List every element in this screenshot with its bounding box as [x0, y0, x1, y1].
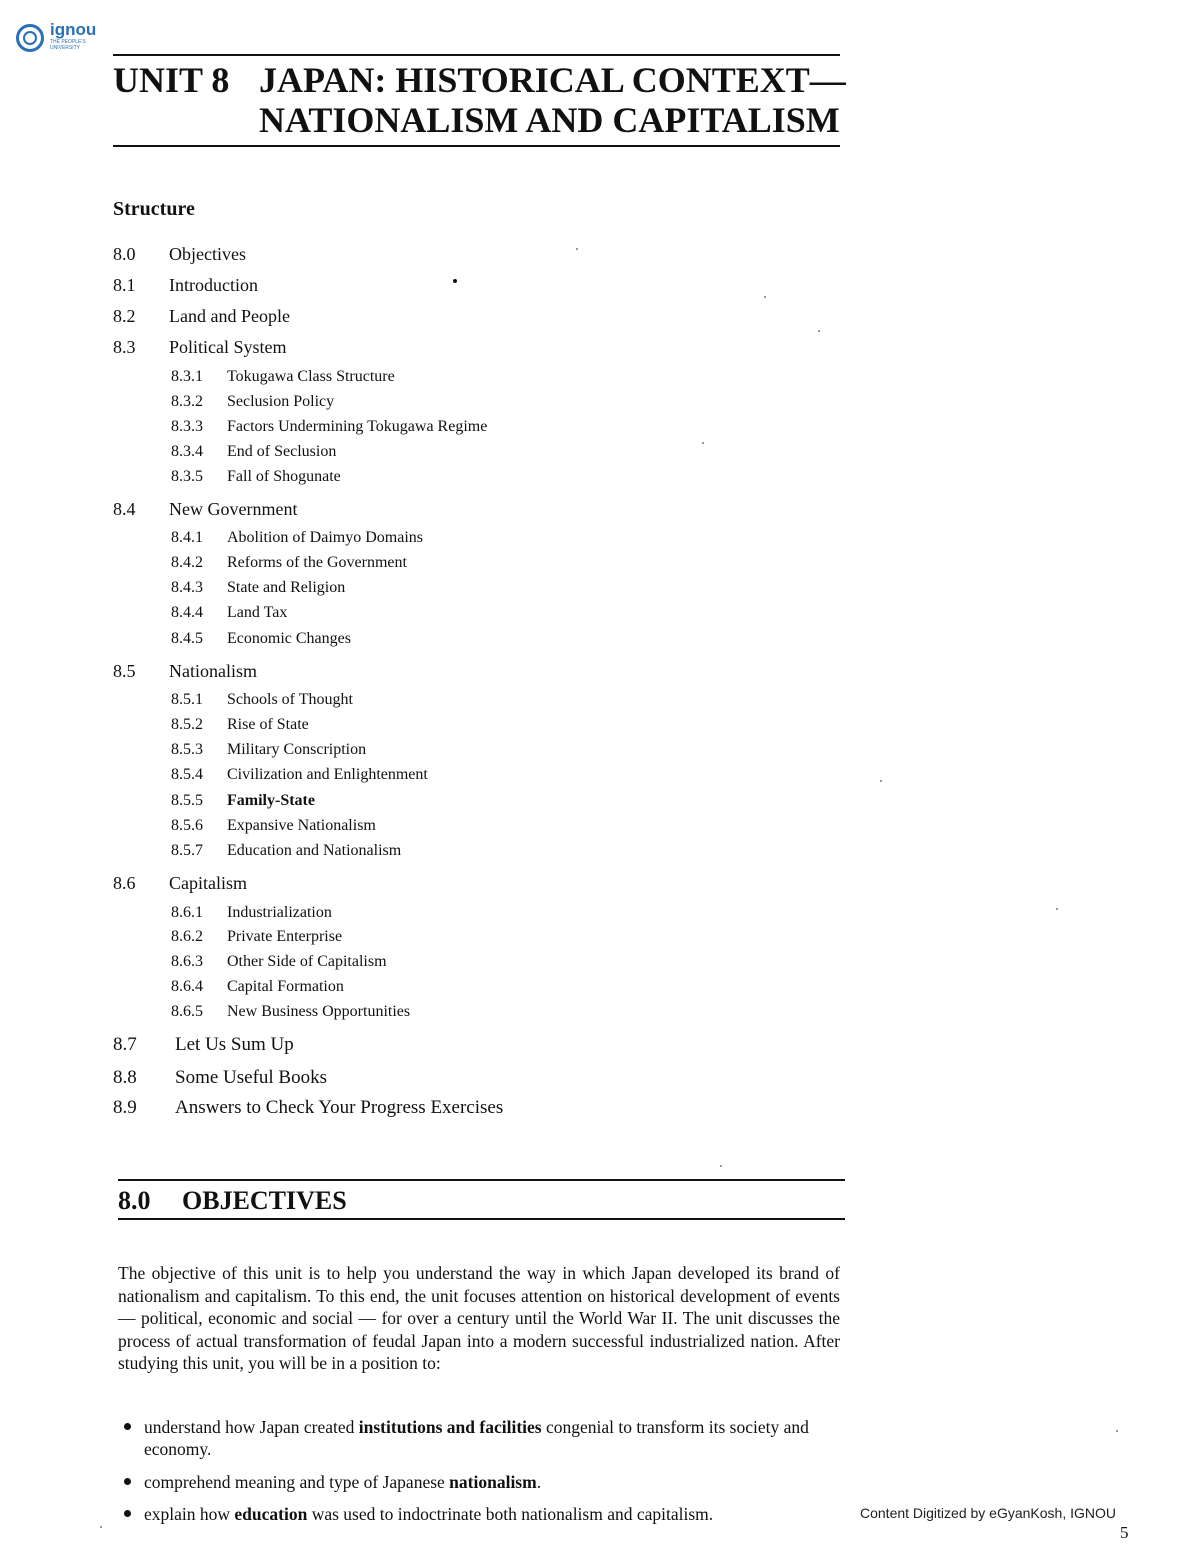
toc-item-title: Factors Undermining Tokugawa Regime	[227, 418, 488, 435]
toc-item-number: 8.8	[113, 1067, 137, 1088]
objectives-top-rule	[118, 1179, 845, 1181]
toc-item-number: 8.2	[113, 306, 136, 326]
toc-item-title: Fall of Shogunate	[227, 468, 341, 485]
objectives-bottom-rule	[118, 1218, 845, 1220]
toc-item-title: Other Side of Capitalism	[227, 953, 387, 970]
toc-item-number: 8.6.1	[171, 904, 203, 921]
bullet-icon	[124, 1478, 131, 1485]
unit-title-line1: JAPAN: HISTORICAL CONTEXT—	[259, 60, 846, 100]
toc-item-title: Abolition of Daimyo Domains	[227, 529, 423, 546]
toc-item-title: Objectives	[169, 244, 246, 264]
title-bottom-rule	[113, 145, 840, 147]
bullet-icon	[124, 1423, 131, 1430]
toc-item-number: 8.3.1	[171, 368, 203, 385]
objectives-paragraph: The objective of this unit is to help you understand the way in which Japan developed its brand of nationalism and capitalism. To this end, the unit focuses attention on historical development of events — political, economic and social — for over a century until the World War II. The unit discusses the process of actual transformation of feudal Japan into a modern successful industrialized nation. After studying this unit, you will be in a position to:	[118, 1263, 840, 1374]
toc-item-title: Industrialization	[227, 904, 332, 921]
toc-item-title: Tokugawa Class Structure	[227, 368, 395, 385]
objectives-title: OBJECTIVES	[182, 1186, 347, 1215]
toc-item-title: Reforms of the Government	[227, 554, 407, 571]
toc-item-title: Expansive Nationalism	[227, 817, 376, 834]
toc-item-number: 8.3	[113, 337, 136, 357]
toc-item-title: Introduction	[169, 275, 258, 295]
toc-item-number: 8.3.4	[171, 443, 203, 460]
toc-item-title: Family-State	[227, 792, 315, 809]
toc-item-number: 8.5.7	[171, 842, 203, 859]
toc-item-title: Political System	[169, 337, 287, 357]
toc-item-title: Land and People	[169, 306, 290, 326]
toc-item-title: Let Us Sum Up	[175, 1034, 294, 1055]
toc-item-number: 8.0	[113, 244, 136, 264]
toc-item-number: 8.6	[113, 873, 136, 893]
objectives-heading	[118, 1186, 347, 1216]
toc-item-number: 8.5.1	[171, 691, 203, 708]
toc-item-number: 8.3.5	[171, 468, 203, 485]
toc-item-title: Capital Formation	[227, 978, 344, 995]
toc-item-number: 8.6.4	[171, 978, 203, 995]
toc-item-title: Rise of State	[227, 716, 309, 733]
toc-item-number: 8.5.5	[171, 792, 203, 809]
toc-item-title: State and Religion	[227, 579, 346, 596]
toc-item-title: Civilization and Enlightenment	[227, 766, 428, 783]
toc-item-number: 8.1	[113, 275, 136, 295]
unit-title-line2: NATIONALISM AND CAPITALISM	[259, 100, 840, 140]
toc-item-number: 8.3.3	[171, 418, 203, 435]
logo-emblem-icon	[16, 24, 44, 52]
logo-name: ignou	[50, 20, 97, 39]
toc-item-number: 8.4	[113, 499, 136, 519]
toc-item-number: 8.6.2	[171, 928, 203, 945]
toc-item-title: Some Useful Books	[175, 1067, 327, 1088]
toc-item-number: 8.4.2	[171, 554, 203, 571]
toc-item-number: 8.9	[113, 1097, 137, 1118]
digitization-credit: Content Digitized by eGyanKosh, IGNOU	[860, 1505, 1117, 1521]
objectives-number: 8.0	[118, 1186, 151, 1215]
logo-subtitle: THE PEOPLE'S UNIVERSITY	[50, 39, 86, 51]
toc-item-number: 8.5.4	[171, 766, 203, 783]
toc-item-number: 8.5.2	[171, 716, 203, 733]
toc-item-number: 8.5.3	[171, 741, 203, 758]
toc-item-title: New Government	[169, 499, 298, 519]
structure-heading: Structure	[113, 198, 195, 220]
toc-item-title: Land Tax	[227, 604, 288, 621]
toc-item-title: Answers to Check Your Progress Exercises	[175, 1097, 504, 1118]
toc-item-number: 8.3.2	[171, 393, 203, 410]
bullet-icon	[124, 1510, 131, 1517]
toc-item-title: Military Conscription	[227, 741, 367, 758]
toc-item-number: 8.7	[113, 1034, 137, 1055]
ignou-logo	[16, 22, 116, 62]
page-number: 5	[1120, 1523, 1129, 1542]
toc-item-title: New Business Opportunities	[227, 1003, 411, 1020]
toc-item-number: 8.6.3	[171, 953, 203, 970]
unit-number: UNIT 8	[113, 60, 230, 100]
toc-item-number: 8.5	[113, 661, 136, 681]
toc-item-title: Private Enterprise	[227, 928, 343, 945]
toc-item-title: End of Seclusion	[227, 443, 337, 460]
toc-item-number: 8.6.5	[171, 1003, 203, 1020]
unit-title	[113, 60, 853, 140]
toc-item-number: 8.5.6	[171, 817, 203, 834]
toc-item-title: Capitalism	[169, 873, 247, 893]
toc-item-title: Nationalism	[169, 661, 257, 681]
toc-item-title: Education and Nationalism	[227, 842, 402, 859]
toc-item-number: 8.4.3	[171, 579, 203, 596]
toc-item-number: 8.4.4	[171, 604, 203, 621]
toc-item-number: 8.4.5	[171, 630, 203, 647]
toc-item-number: 8.4.1	[171, 529, 203, 546]
toc-item-title: Schools of Thought	[227, 691, 353, 708]
toc-item-title: Seclusion Policy	[227, 393, 335, 410]
toc-item-title: Economic Changes	[227, 630, 351, 647]
title-top-rule	[113, 54, 840, 56]
